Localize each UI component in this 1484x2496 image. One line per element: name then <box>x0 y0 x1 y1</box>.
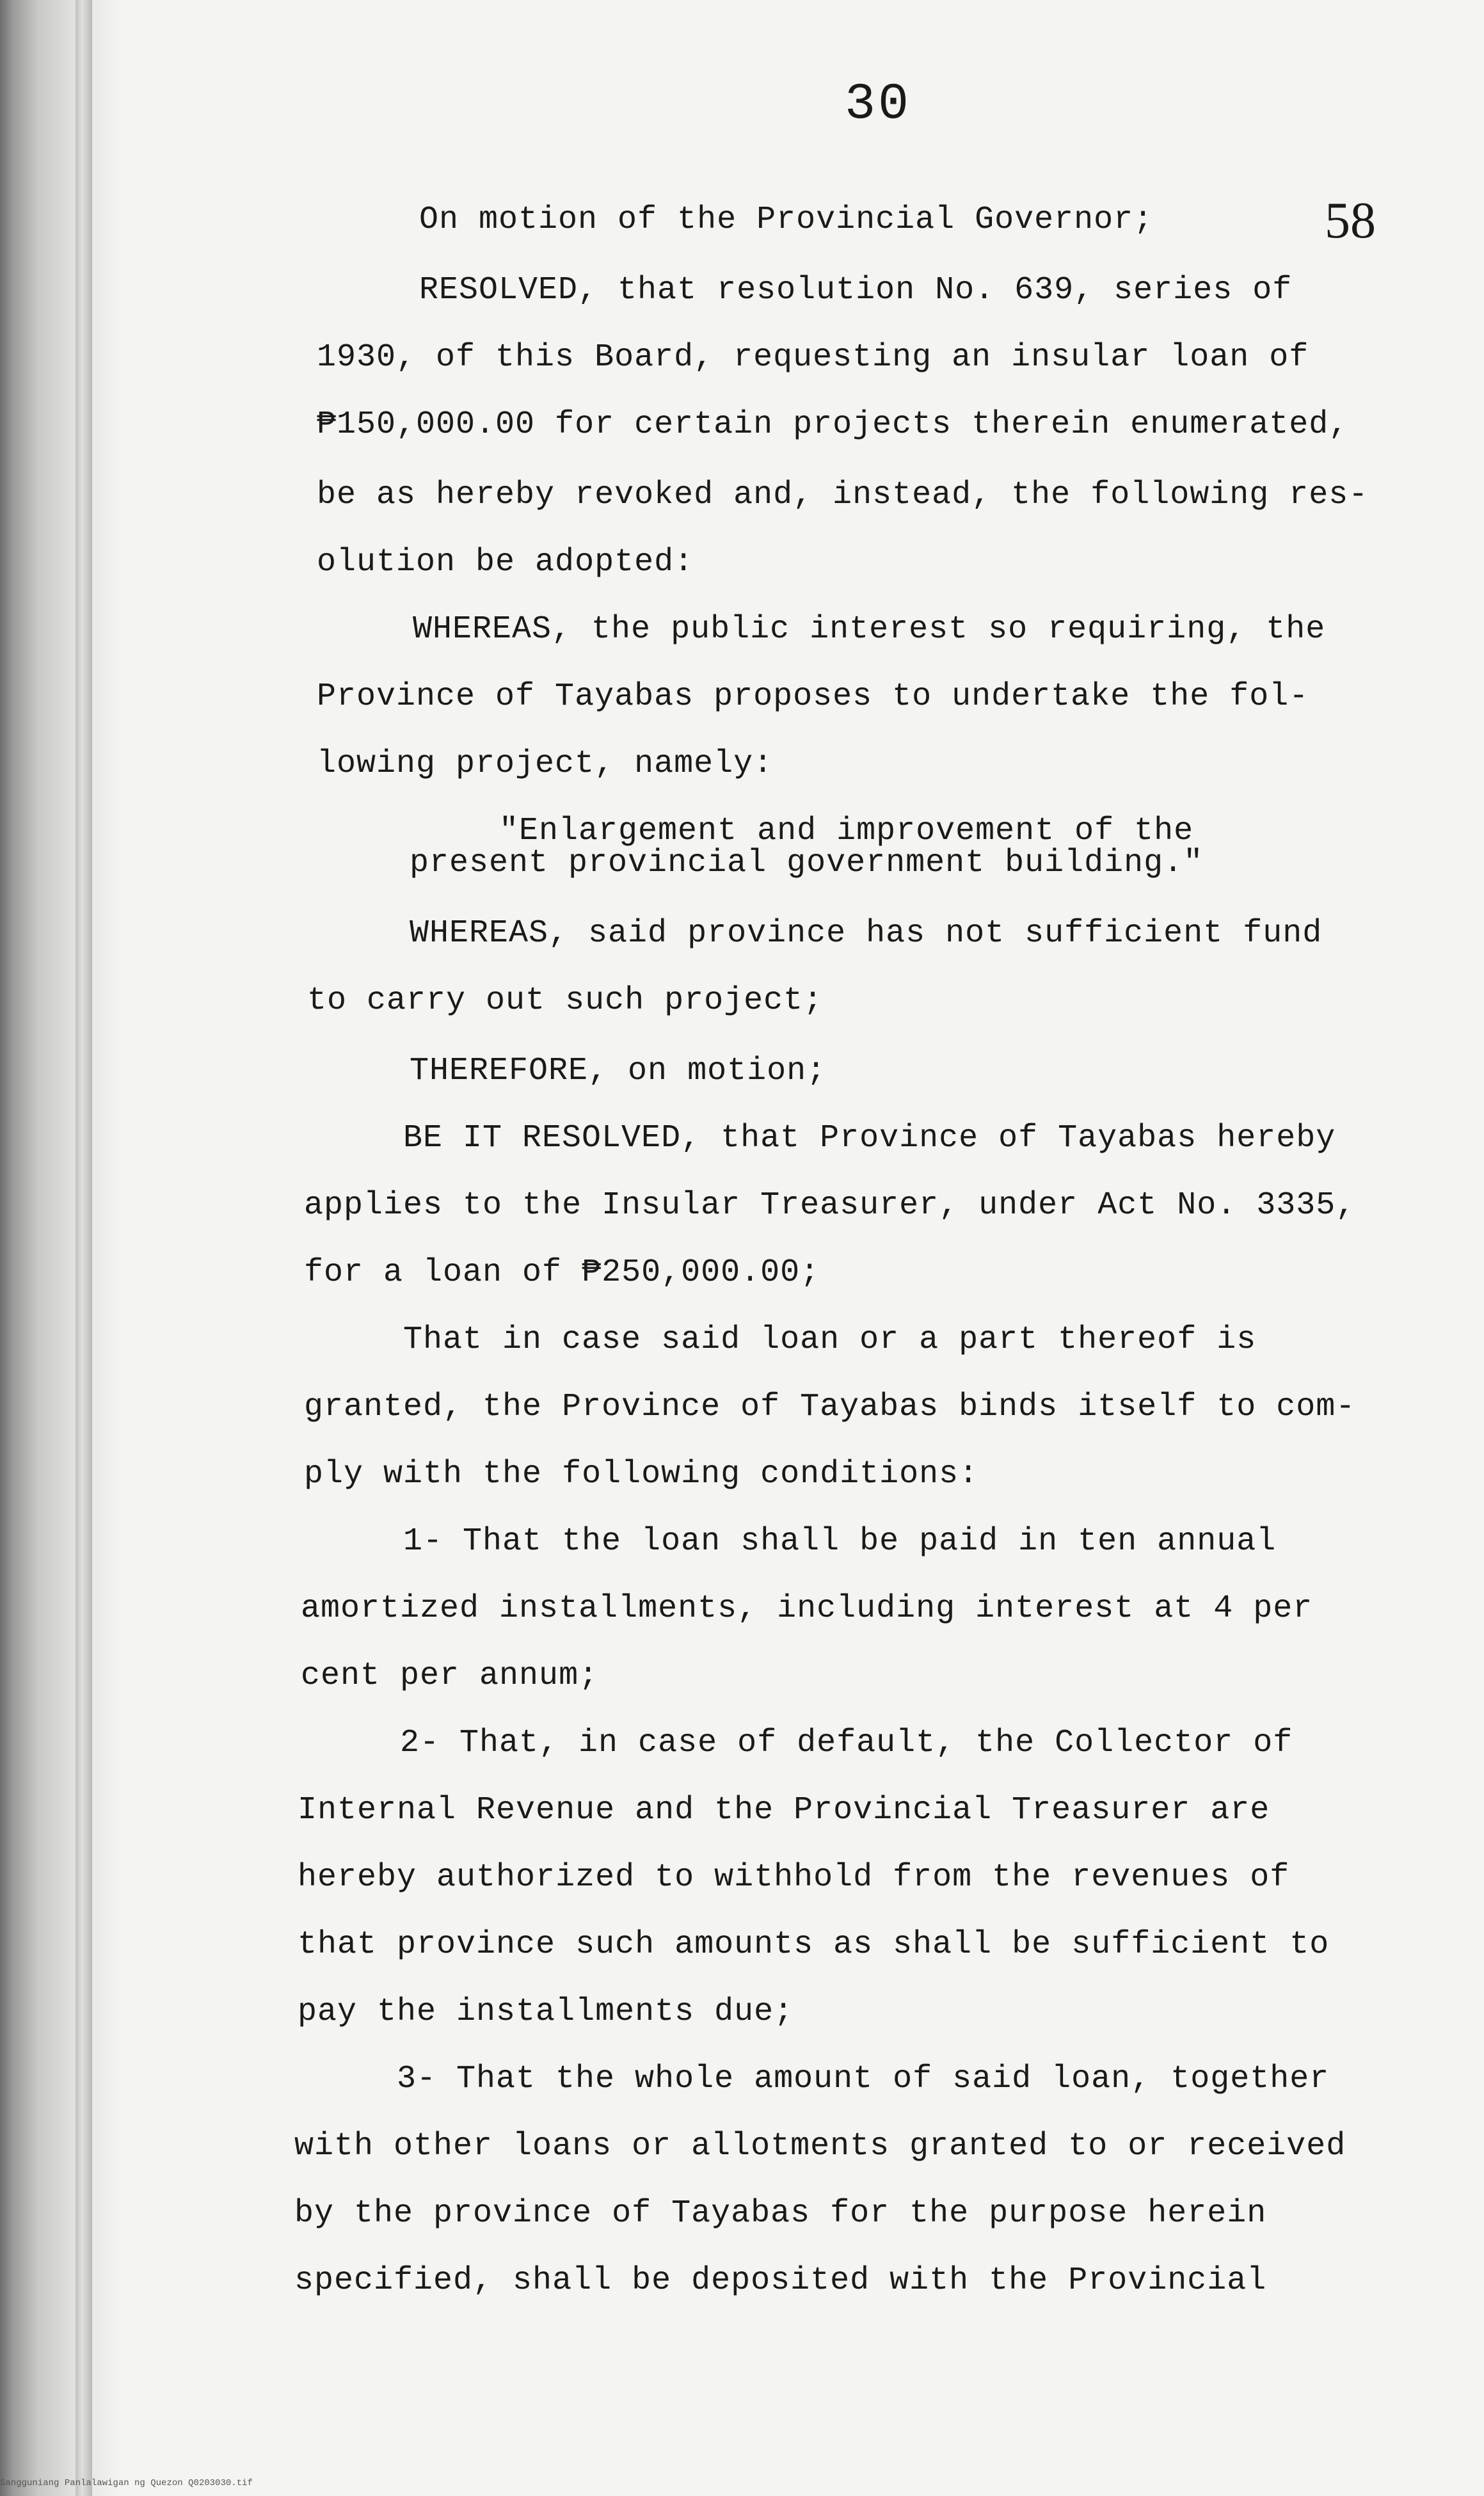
scan-footer: Sangguniang Panlalawigan ng Quezon Q0203030.tif <box>0 2478 253 2488</box>
text-line: for a loan of ₱250,000.00; <box>304 1254 820 1291</box>
text-line: Internal Revenue and the Provincial Treasurer are <box>298 1792 1270 1828</box>
text-line: 1930, of this Board, requesting an insular loan of <box>317 339 1309 376</box>
text-line: lowing project, namely: <box>317 746 774 782</box>
text-line: by the province of Tayabas for the purpose herein <box>294 2195 1267 2232</box>
quoted-project: "Enlargement and improvement of the <box>499 813 1194 849</box>
text-line: That in case said loan or a part thereof is <box>403 1322 1257 1358</box>
text-line: ₱150,000.00 for certain projects therein enumerated, <box>317 406 1349 443</box>
text-line: to carry out such project; <box>307 982 824 1019</box>
text-line: olution be adopted: <box>317 544 694 580</box>
text-line: that province such amounts as shall be sufficient to <box>298 1926 1330 1963</box>
text-line: applies to the Insular Treasurer, under Act No. 3335, <box>304 1187 1356 1224</box>
text-line: granted, the Province of Tayabas binds itself to com- <box>304 1389 1356 1425</box>
text-line: pay the installments due; <box>298 1994 794 2030</box>
text-line: hereby authorized to withhold from the revenues of <box>298 1859 1290 1896</box>
page-number: 30 <box>845 76 912 134</box>
text-line: THEREFORE, on motion; <box>410 1053 827 1089</box>
text-line: On motion of the Provincial Governor; <box>419 202 1154 238</box>
text-line: WHEREAS, said province has not sufficient fund <box>410 915 1323 952</box>
text-line: 3- That the whole amount of said loan, together <box>397 2061 1330 2097</box>
text-line: 1- That the loan shall be paid in ten annual <box>403 1523 1277 1560</box>
binding-strip <box>76 0 92 2496</box>
margin-page-number: 58 <box>1325 193 1376 249</box>
text-line: with other loans or allotments granted to or received <box>294 2128 1346 2164</box>
text-line: amortized installments, including interest at 4 per <box>301 1590 1313 1627</box>
text-line: 2- That, in case of default, the Collector of <box>400 1725 1293 1761</box>
text-line: ply with the following conditions: <box>304 1456 979 1492</box>
text-line: cent per annum; <box>301 1658 599 1694</box>
text-line: WHEREAS, the public interest so requiring, the <box>413 611 1326 648</box>
text-line: Province of Tayabas proposes to undertake the fol- <box>317 678 1309 715</box>
text-line: specified, shall be deposited with the Provincial <box>294 2262 1267 2299</box>
text-line: RESOLVED, that resolution No. 639, series of <box>419 272 1293 308</box>
scan-edge-shadow <box>0 0 122 2496</box>
text-line: BE IT RESOLVED, that Province of Tayabas hereby <box>403 1120 1336 1156</box>
quoted-project: present provincial government building." <box>410 845 1204 881</box>
text-line: be as hereby revoked and, instead, the following res- <box>317 477 1369 513</box>
